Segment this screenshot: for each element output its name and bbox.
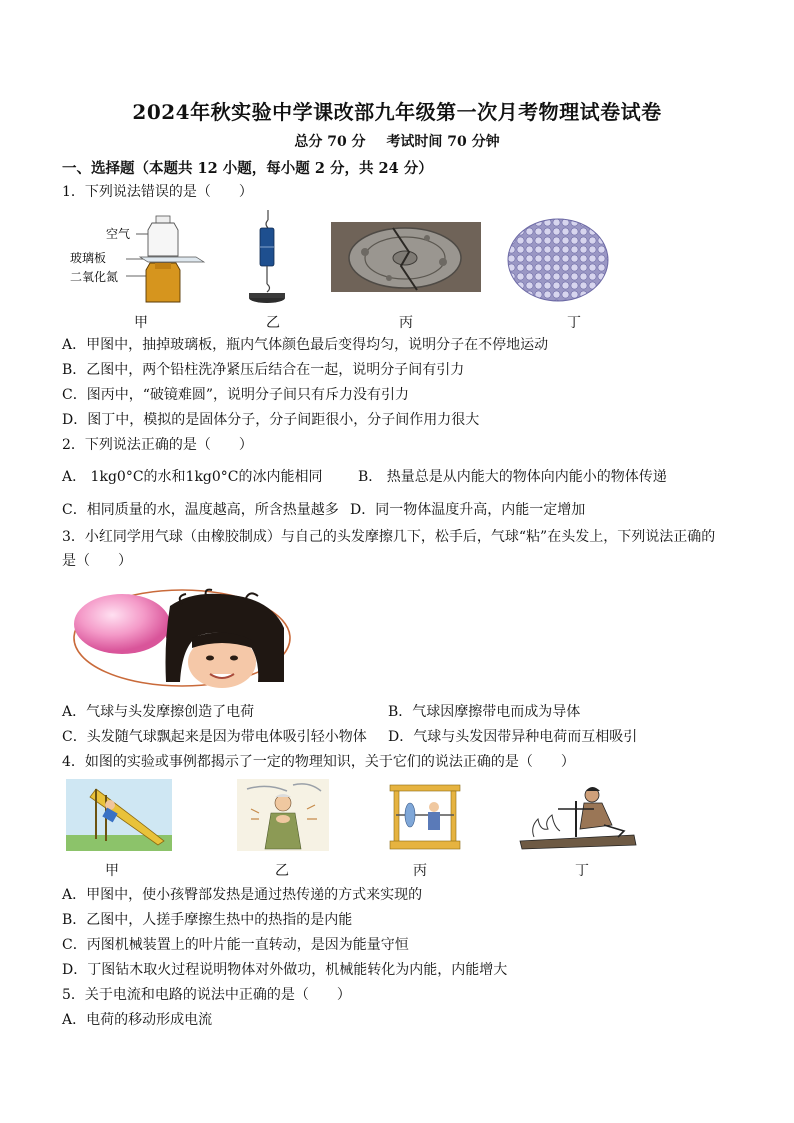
q3-figure-balloon-hair <box>70 586 300 690</box>
q4-caption-bing: 丙 <box>413 863 427 879</box>
q1-figure-bing-broken-mirror <box>331 222 481 292</box>
q2-stem: 2．下列说法正确的是（ ） <box>62 437 253 453</box>
q2-option-d: D．同一物体温度升高，内能一定增加 <box>350 502 586 518</box>
q1-figure-yi-lead-cylinders <box>244 210 294 305</box>
q4-stem: 4．如图的实验或事例都揭示了一定的物理知识，关于它们的说法正确的是（ ） <box>62 754 575 770</box>
q4-caption-jia: 甲 <box>105 863 119 879</box>
q4-caption-ding: 丁 <box>575 863 589 879</box>
section-heading: 一、选择题（本题共 12 小题，每小题 2 分，共 24 分） <box>62 160 433 177</box>
q3-option-b: B．气球因摩擦带电而成为导体 <box>388 704 581 720</box>
q3-option-c: C．头发随气球飘起来是因为带电体吸引轻小物体 <box>62 729 367 745</box>
q1-caption-yi: 乙 <box>266 315 280 331</box>
label-no2: 二氧化氮 <box>70 270 119 284</box>
q5-option-a: A．电荷的移动形成电流 <box>62 1012 213 1028</box>
q4-option-d: D．丁图钻木取火过程说明物体对外做功，机械能转化为内能，内能增大 <box>62 962 508 978</box>
q3-option-a: A．气球与头发摩擦创造了电荷 <box>62 704 255 720</box>
q4-option-a: A．甲图中，使小孩臀部发热是通过热传递的方式来实现的 <box>62 887 423 903</box>
q1-caption-ding: 丁 <box>567 315 581 331</box>
q4-caption-yi: 乙 <box>275 863 289 879</box>
q4-option-c: C．丙图机械装置上的叶片能一直转动，是因为能量守恒 <box>62 937 409 953</box>
exam-duration: 考试时间 70 分钟 <box>386 134 500 150</box>
q2-option-b: B． 热量总是从内能大的物体向内能小的物体传递 <box>358 469 667 485</box>
q3-option-d: D．气球与头发因带异种电荷而互相吸引 <box>388 729 638 745</box>
label-air: 空气 <box>106 227 131 241</box>
q1-figure-jia-diffusion-jars <box>66 210 216 306</box>
total-score: 总分 70 分 <box>294 134 366 150</box>
q1-caption-jia: 甲 <box>134 315 148 331</box>
exam-title: 2024年秋实验中学课改部九年级第一次月考物理试卷试卷 <box>132 100 662 124</box>
q1-option-d: D．图丁中，模拟的是固体分子，分子间距很小，分子间作用力很大 <box>62 412 480 428</box>
q1-option-a: A．甲图中，抽掉玻璃板，瓶内气体颜色最后变得均匀，说明分子在不停地运动 <box>62 337 549 353</box>
q5-stem: 5．关于电流和电路的说法中正确的是（ ） <box>62 987 351 1003</box>
q2-option-a: A． 1kg0°C的水和1kg0°C的冰内能相同 <box>62 469 323 485</box>
q1-option-b: B．乙图中，两个铅柱洗净紧压后结合在一起，说明分子间有引力 <box>62 362 465 378</box>
q3-stem-line1: 3．小红同学用气球（由橡胶制成）与自己的头发摩擦几下，松手后，气球“粘”在头发上，下列说法正确的 <box>62 529 716 545</box>
q1-caption-bing: 丙 <box>399 315 413 331</box>
q4-figure-jia-slide <box>66 779 172 851</box>
q1-option-c: C．图丙中，“破镜难圆”，说明分子间只有斥力没有引力 <box>62 387 410 403</box>
label-glass: 玻璃板 <box>70 251 107 265</box>
q4-figure-ding-drilling-fire <box>514 779 640 851</box>
q1-figure-ding-solid-molecules <box>507 218 609 302</box>
q1-stem: 1．下列说法错误的是（ ） <box>62 184 253 200</box>
q3-stem-line2: 是（ ） <box>62 553 132 569</box>
exam-subtitle <box>0 131 794 151</box>
q4-figure-yi-rubbing-hands <box>237 779 329 851</box>
q4-figure-bing-perpetual-machine <box>386 781 464 851</box>
q4-option-b: B．乙图中，人搓手摩擦生热中的热指的是内能 <box>62 912 353 928</box>
q2-option-c: C．相同质量的水，温度越高，所含热量越多 <box>62 502 339 518</box>
